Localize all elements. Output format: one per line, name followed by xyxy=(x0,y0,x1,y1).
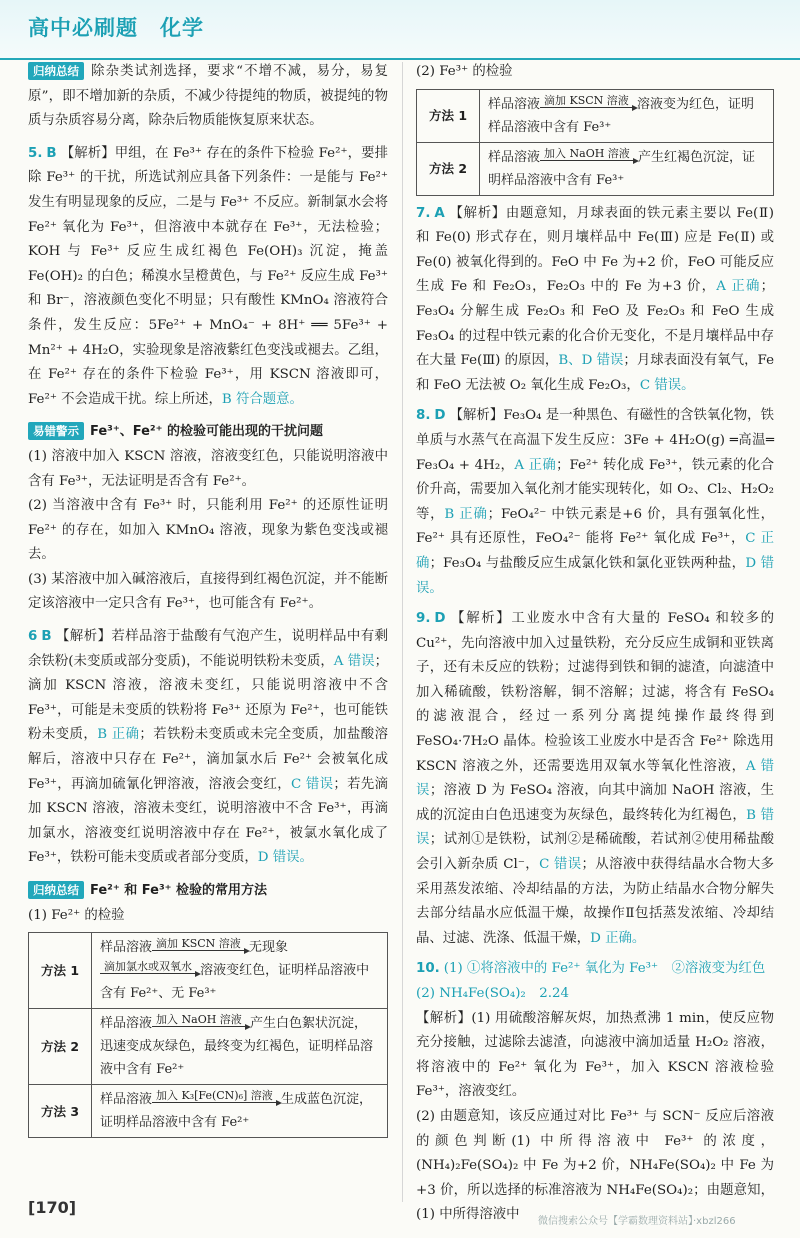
explanation-highlight: D 正确。 xyxy=(590,930,646,946)
explanation-text: 【解析】工业废水中含有大量的 FeSO₄ 和较多的 Cu²⁺，先向溶液中加入过量铁粉，充分反应生成铜和亚铁离子，还有未反应的铁粉；过滤得到铁和铜的滤渣，向滤渣中加入稀硫酸，铁粉溶解，铜不溶解；过滤，将含有 FeSO₄ 的滤液混合，经过一系列分离提纯操作最终得到 FeSO₄·7H₂O 晶体。检验该工业废水中是否含 Fe²⁺ 除选用 KSCN 溶液之外，还需要选用双氧水等氧化性溶液， xyxy=(416,611,774,774)
explanation-highlight: B 正确 xyxy=(444,506,488,522)
explanation-highlight: D 错误。 xyxy=(416,555,775,596)
answer-letter: D xyxy=(434,408,446,424)
question-number: 7. xyxy=(416,205,431,221)
reagent-arrow: 滴加 KSCN 溶液 xyxy=(540,94,633,108)
explanation-text: ；月球表面没有氧气，Fe 和 FeO 无法被 O₂ 氧化生成 Fe₂O₃， xyxy=(416,353,775,393)
warning-title: Fe³⁺、Fe²⁺ 的检验可能出现的干扰问题 xyxy=(90,424,323,440)
method-detail xyxy=(92,933,388,1009)
column-divider xyxy=(402,62,403,1202)
warning-note xyxy=(28,420,388,617)
summary-note-1 xyxy=(28,60,388,134)
page-number: [170] xyxy=(28,1198,77,1217)
answer-letter: B xyxy=(41,629,52,645)
explanation-text: 【解析】Fe₃O₄ 是一种黑色、有磁性的含铁氧化物，铁单质与水蒸气在高温下发生反应：3Fe + 4H₂O(g) ═高温═ Fe₃O₄ + 4H₂， xyxy=(416,408,774,473)
answer-letter: D xyxy=(434,611,446,627)
explanation-highlight: B 符合题意。 xyxy=(221,391,303,407)
right-column xyxy=(416,58,774,1228)
reagent-arrow: 加入 K₃[Fe(CN)₆] 溶液 xyxy=(152,1089,277,1103)
question-number: 8. xyxy=(416,408,431,424)
explanation-text: 【解析】(1) 用硫酸溶解灰烬，加热煮沸 1 min，使反应物充分接触，过滤除去滤渣，向滤液中滴加适量 H₂O₂ 溶液，将溶液中的 Fe²⁺ 氧化为 Fe³⁺，加入 KSCN 溶液检验 Fe³⁺，溶液变红。 xyxy=(416,1010,774,1100)
conclusion: 溶液变红色，证明样品溶液中含有 Fe²⁺、无 Fe³⁺ xyxy=(100,963,370,1002)
answer-10 xyxy=(416,957,774,1228)
explanation-highlight: C 错误 xyxy=(291,776,334,792)
reagent-arrow: 加入 NaOH 溶液 xyxy=(540,147,634,161)
answer-letter: A xyxy=(434,205,445,221)
subsection-fe2: (1) Fe²⁺ 的检验 xyxy=(28,907,125,923)
warning-tag: 易错警示 xyxy=(28,422,84,440)
table-row xyxy=(29,1085,388,1138)
conclusion: 产生白色絮状沉淀，迅速变成灰绿色，最终变为红褐色，证明样品溶液中含有 Fe²⁺ xyxy=(100,1016,374,1078)
book-title: 高中必刷题 化学 xyxy=(28,16,204,40)
question-number: 9. xyxy=(416,611,431,627)
reagent-arrow: 滴加 KSCN 溶液 xyxy=(152,937,245,951)
explanation-highlight: D 错误。 xyxy=(257,850,313,866)
conclusion: 产生红褐色沉淀，证明样品溶液中含有 Fe³⁺ xyxy=(488,149,755,188)
explanation-highlight: C 错误。 xyxy=(639,377,695,393)
answer-9 xyxy=(416,607,774,951)
warning-header xyxy=(28,420,388,445)
explanation-highlight: A 错误 xyxy=(416,758,774,799)
left-column xyxy=(28,58,388,1144)
explanation-highlight: A 错误 xyxy=(333,653,375,669)
question-number: 5. xyxy=(28,145,43,161)
warning-item-3: (3) 某溶液中加入碱溶液后，直接得到红褐色沉淀，并不能断定该溶液中一定只含有 Fe³⁺，也可能含有 Fe²⁺。 xyxy=(28,571,388,612)
conclusion: 溶液变为红色，证明样品溶液中含有 Fe³⁺ xyxy=(488,96,754,135)
observation: 无现象 xyxy=(248,940,288,956)
method-name: 方法 2 xyxy=(29,1009,92,1085)
answer-5 xyxy=(28,142,388,413)
explanation-text: (2) 由题意知，该反应通过对比 Fe³⁺ 与 SCN⁻ 反应后溶液的颜色判断(1) 中所得溶液中 Fe³⁺ 的浓度，(NH₄)₂Fe(SO₄)₂ 中 Fe 为+2 价，NH₄Fe(SO₄)₂ 中 Fe 为+3 价，所以选择的标准溶液为 NH₄Fe(SO₄)₂；由题意知，(1) 中所得溶液中 xyxy=(416,1108,774,1223)
conclusion: 生成蓝色沉淀，证明样品溶液中含有 Fe²⁺ xyxy=(100,1092,372,1131)
sample-label: 样品溶液 xyxy=(488,96,541,112)
explanation-text: ；Fe₃O₄ 与盐酸反应生成氯化铁和氯化亚铁两种盐， xyxy=(429,555,746,571)
summary-text: 除杂类试剂选择，要求“不增不减，易分，易复原”，即不增加新的杂质，不减少待提纯的物质，被提纯的物质与杂质容易分离，除杂后物质能恢复原来状态。 xyxy=(28,64,388,129)
watermark: 微信搜索公众号【学霸数理资料站】·xbzl266 xyxy=(538,1216,736,1227)
explanation-highlight: C 错误 xyxy=(539,857,582,873)
subsection-fe3: (2) Fe³⁺ 的检验 xyxy=(416,64,513,79)
answer-10-head xyxy=(416,957,774,982)
explanation-highlight: A 正确 xyxy=(514,457,557,473)
explanation-text: ；从溶液中获得结晶水合物大多采用蒸发浓缩、冷却结晶的方法，为防止结晶水合物分解失去部分结晶水应低温干燥，故操作Ⅱ包括蒸发浓缩、冷却结晶、过滤、洗涤、低温干燥， xyxy=(416,857,774,946)
sample-label: 样品溶液 xyxy=(100,940,153,956)
sample-label: 样品溶液 xyxy=(488,149,541,165)
warning-item-2: (2) 当溶液中含有 Fe³⁺ 时，只能利用 Fe²⁺ 的还原性证明 Fe²⁺ 的存在，如加入 KMnO₄ 溶液，现象为紫色变浅或褪去。 xyxy=(28,498,388,563)
sample-label: 样品溶液 xyxy=(100,1092,153,1108)
explanation-text: ；试剂①是铁粉，试剂②是稀硫酸，若试剂②使用稀盐酸会引入新杂质 Cl⁻， xyxy=(416,832,775,873)
explanation-text: 【解析】若样品溶于盐酸有气泡产生，说明样品中有剩余铁粉(未变质或部分变质)，不能说明铁粉未变质， xyxy=(28,629,388,669)
explanation-text: ；Fe²⁺ 转化成 Fe³⁺，铁元素的化合价升高，需要加入氧化剂才能实现转化，如 O₂、Cl₂、H₂O₂ 等， xyxy=(416,457,774,522)
answer-letter: B xyxy=(46,145,57,161)
explanation-highlight: B 错误 xyxy=(416,807,774,848)
method-name: 方法 1 xyxy=(417,89,480,142)
explanation-text: ；溶液 D 为 FeSO₄ 溶液，向其中滴加 NaOH 溶液，生成的沉淀由白色迅速变为灰绿色，最终转化为红褐色， xyxy=(416,783,775,823)
explanation-text: 【解析】甲组，在 Fe³⁺ 存在的条件下检验 Fe²⁺，要排除 Fe³⁺ 的干扰，所选试剂应具备下列条件：一是能与 Fe²⁺ 发生有明显现象的反应，二是与 Fe³⁺ 不反应。新制氯水会将 Fe²⁺ 氧化为 Fe³⁺，但溶液中本就存在 Fe³⁺，无法检验；KOH 与 Fe³⁺ 反应生成红褐色 Fe(OH)₃ 沉淀，掩盖 Fe(OH)₂ 的白色；稀溴水呈橙黄色，与 Fe²⁺ 反应生成 Fe³⁺ 和 Br⁻，溶液颜色变化不明显；只有酸性 KMnO₄ 溶液符合条件，发生反应：5Fe²⁺ + MnO₄⁻ + 8H⁺ ══ 5Fe³⁺ + Mn²⁺ + 4H₂O，实验现象是溶液紫红色变浅或褪去。乙组，在 Fe²⁺ 存在的条件下检验 Fe³⁺，用 KSCN 溶液即可，Fe²⁺ 不会造成干扰。综上所述， xyxy=(28,145,388,407)
table-row xyxy=(29,933,388,1009)
answer-8 xyxy=(416,404,774,601)
explanation-highlight: C 正确 xyxy=(416,531,774,571)
method-detail xyxy=(480,89,774,142)
fe3-methods-table xyxy=(416,89,774,196)
page-header xyxy=(0,0,800,60)
question-number: 6 xyxy=(28,629,38,645)
summary-note-2 xyxy=(28,879,388,1138)
method-name: 方法 1 xyxy=(29,933,92,1009)
summary-tag: 归纳总结 xyxy=(28,62,84,80)
method-detail xyxy=(480,142,774,195)
table-row xyxy=(417,142,774,195)
method-detail xyxy=(92,1085,388,1138)
explanation-text: ；Fe₃O₄ 分解生成 Fe₂O₃ 和 FeO 及 Fe₂O₃ 和 FeO 生成 Fe₃O₄ 的过程中铁元素的化合价无变化，不是月壤样品中存在大量 Fe(Ⅲ) 的原因， xyxy=(416,279,774,369)
explanation-text: ；滴加 KSCN 溶液，溶液未变红，只能说明溶液中不含 Fe³⁺，可能是未变质的铁粉将 Fe³⁺ 还原为 Fe²⁺，也可能铁粉未变质， xyxy=(28,653,388,743)
explanation-highlight: A 正确 xyxy=(716,279,761,295)
method-name: 方法 2 xyxy=(417,142,480,195)
reagent-arrow: 加入 NaOH 溶液 xyxy=(152,1013,246,1027)
summary-tag: 归纳总结 xyxy=(28,881,84,899)
sample-label: 样品溶液 xyxy=(100,1016,153,1032)
explanation-highlight: B 正确 xyxy=(97,727,140,743)
summary-header xyxy=(28,879,388,904)
answer-part-2: (2) NH₄Fe(SO₄)₂ 2.24 xyxy=(416,986,570,1001)
summary-title: Fe²⁺ 和 Fe³⁺ 检验的常用方法 xyxy=(90,883,268,898)
warning-item-1: (1) 溶液中加入 KSCN 溶液，溶液变红色，只能说明溶液中含有 Fe³⁺，无法证明是否含有 Fe²⁺。 xyxy=(28,448,388,489)
explanation-highlight: B、D 错误 xyxy=(558,353,624,369)
answer-part-1: (1) ①将溶液中的 Fe²⁺ 氧化为 Fe³⁺ ②溶液变为红色 xyxy=(443,961,766,977)
reagent-arrow: 滴加氯水或双氧水 xyxy=(100,960,196,974)
table-row xyxy=(29,1009,388,1085)
answer-7 xyxy=(416,202,774,399)
explanation-text: ；若先滴加 KSCN 溶液，溶液未变红，说明溶液中不含 Fe³⁺，再滴加氯水，溶液变红说明溶液中存在 Fe²⁺，被氯水氧化成了 Fe³⁺，铁粉可能未变质或者部分变质， xyxy=(28,776,388,866)
table-row xyxy=(417,89,774,142)
question-number: 10. xyxy=(416,961,440,977)
explanation-text: ；FeO₄²⁻ 中铁元素是+6 价，具有强氧化性，Fe²⁺ 具有还原性，FeO₄²⁻ 能将 Fe²⁺ 氧化成 Fe³⁺， xyxy=(416,506,774,547)
explanation-text: ；若铁粉未变质或未完全变质，加盐酸溶解后，溶液中只存在 Fe²⁺，滴加氯水后 Fe²⁺ 会被氧化成 Fe³⁺，再滴加硫氰化钾溶液，溶液会变红， xyxy=(28,727,389,792)
explanation-text: 【解析】由题意知，月球表面的铁元素主要以 Fe(Ⅱ) 和 Fe(0) 形式存在，则月壤样品中 Fe(Ⅲ) 应是 Fe(Ⅱ) 或 Fe(0) 被氧化得到的。FeO 中 Fe 为+2 价，FeO 可能反应生成 Fe 和 Fe₂O₃，Fe₂O₃ 中的 Fe 为+3 价， xyxy=(416,205,774,295)
method-detail xyxy=(92,1009,388,1085)
method-name: 方法 3 xyxy=(29,1085,92,1138)
fe2-methods-table xyxy=(28,932,388,1138)
answer-6 xyxy=(28,625,388,871)
